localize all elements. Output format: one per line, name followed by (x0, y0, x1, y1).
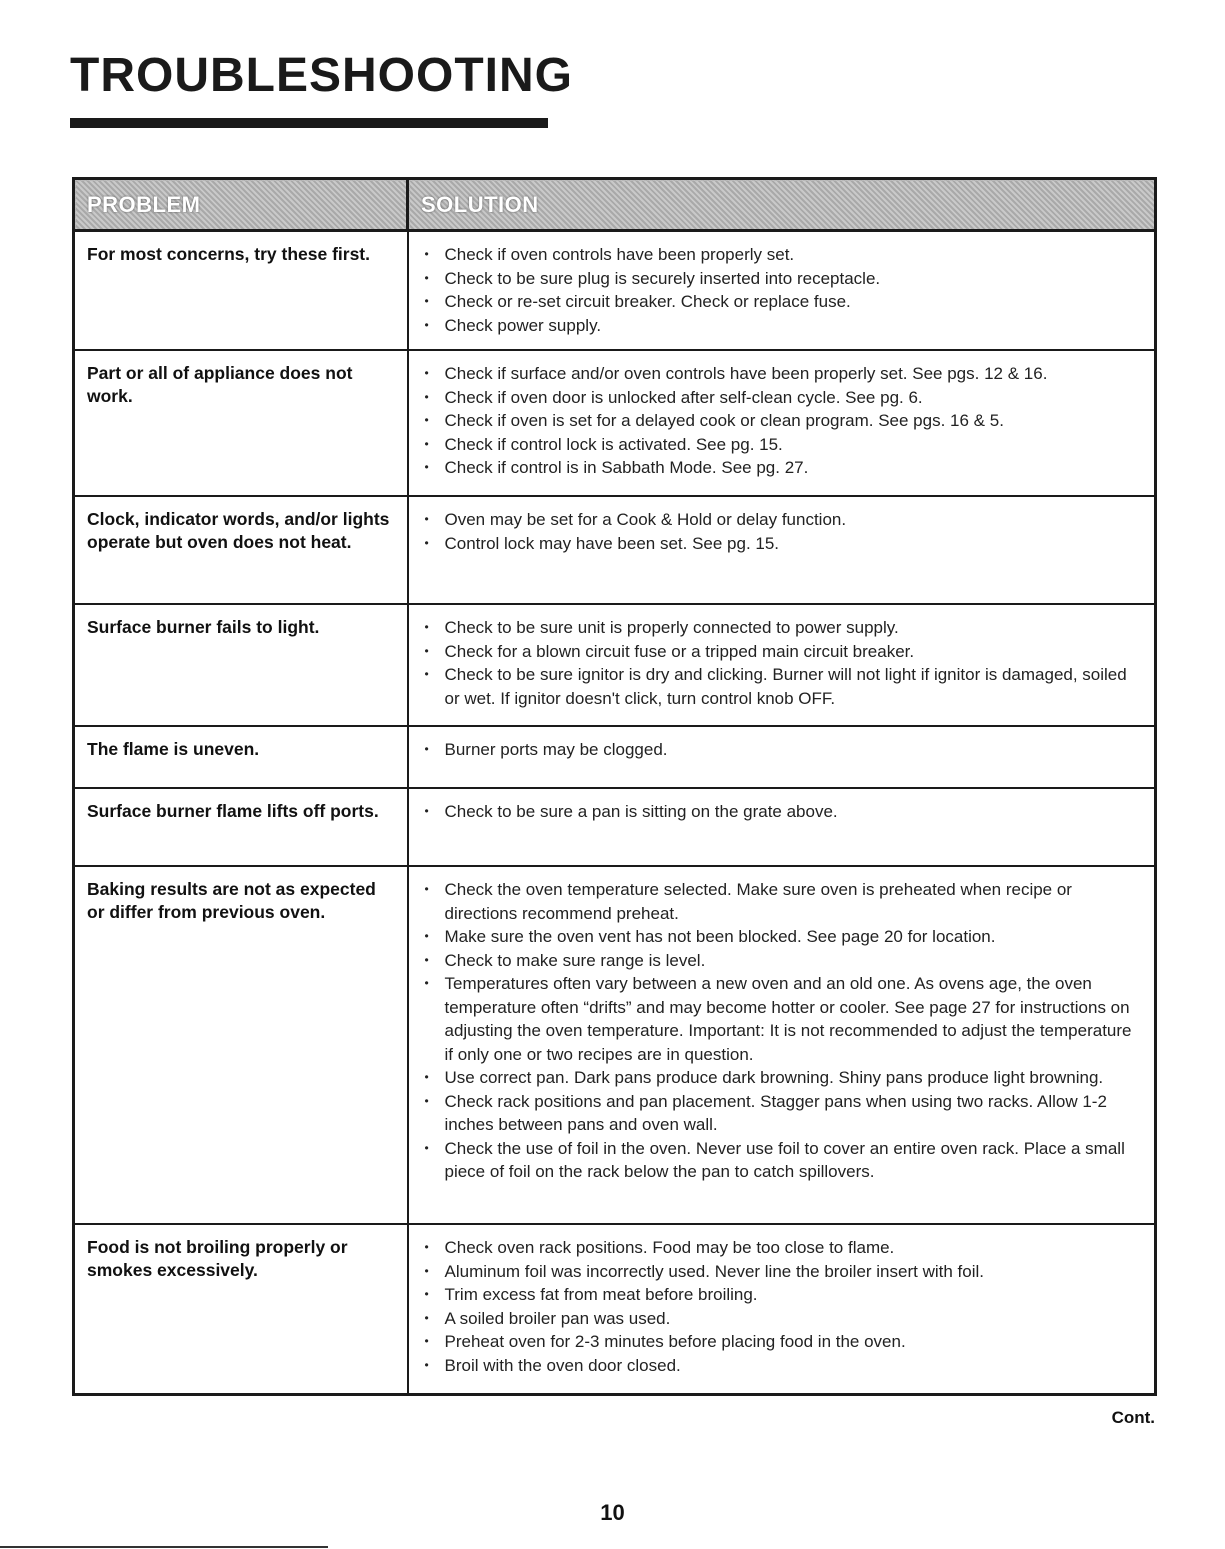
solution-item: • Check for a blown circuit fuse or a tripped main circuit breaker. (423, 640, 1143, 664)
problem-cell: Clock, indicator words, and/or lights operate but oven does not heat. (74, 496, 408, 604)
solution-column-header: SOLUTION (408, 179, 1156, 231)
solution-item: • Check or re-set circuit breaker. Check or replace fuse. (423, 290, 1143, 314)
troubleshooting-table (72, 177, 1157, 1396)
solution-item: • Use correct pan. Dark pans produce dark browning. Shiny pans produce light browning. (423, 1066, 1143, 1090)
solution-item: • Check to make sure range is level. (423, 949, 1143, 973)
solution-list (423, 362, 1143, 480)
solution-item: • Temperatures often vary between a new oven and an old one. As ovens age, the oven temperature often “drifts” and may become hotter or cooler. See page 27 for instructions on adjusting the oven temperature. Important: It is not recommended to adjust the temperature if only one or two recipes are in question. (423, 972, 1143, 1066)
table-row (74, 496, 1156, 604)
problem-cell: Surface burner flame lifts off ports. (74, 788, 408, 866)
solution-item: • Check if control lock is activated. See pg. 15. (423, 433, 1143, 457)
solution-list (423, 508, 1143, 555)
problem-cell: Baking results are not as expected or differ from previous oven. (74, 866, 408, 1224)
problem-cell: For most concerns, try these first. (74, 231, 408, 351)
solution-item: • Aluminum foil was incorrectly used. Never line the broiler insert with foil. (423, 1260, 1143, 1284)
solution-cell (408, 231, 1156, 351)
troubleshooting-rows (74, 231, 1156, 1395)
solution-cell (408, 1224, 1156, 1394)
table-row (74, 866, 1156, 1224)
table-row (74, 604, 1156, 726)
solution-item: • Check to be sure plug is securely inserted into receptacle. (423, 267, 1143, 291)
solution-cell (408, 604, 1156, 726)
solution-cell (408, 726, 1156, 788)
solution-list (423, 1236, 1143, 1377)
solution-list (423, 616, 1143, 710)
table-header-row (74, 179, 1156, 231)
solution-cell (408, 496, 1156, 604)
solution-item: • Check power supply. (423, 314, 1143, 338)
solution-item: • Check to be sure unit is properly connected to power supply. (423, 616, 1143, 640)
solution-item: • Check the oven temperature selected. Make sure oven is preheated when recipe or directions recommend preheat. (423, 878, 1143, 925)
problem-column-header: PROBLEM (74, 179, 408, 231)
problem-cell: Food is not broiling properly or smokes excessively. (74, 1224, 408, 1394)
solution-item: • Check if surface and/or oven controls have been properly set. See pgs. 12 & 16. (423, 362, 1143, 386)
solution-item: • Trim excess fat from meat before broiling. (423, 1283, 1143, 1307)
solution-item: • Check if oven controls have been properly set. (423, 243, 1143, 267)
solution-list (423, 738, 1143, 762)
solution-item: • Check to be sure ignitor is dry and clicking. Burner will not light if ignitor is damaged, soiled or wet. If ignitor doesn't click, turn control knob OFF. (423, 663, 1143, 710)
solution-list (423, 878, 1143, 1184)
solution-list (423, 800, 1143, 824)
page-number: 10 (600, 1500, 625, 1525)
table-row (74, 350, 1156, 496)
solution-item: • Control lock may have been set. See pg. 15. (423, 532, 1143, 556)
solution-cell (408, 350, 1156, 496)
solution-item: • Burner ports may be clogged. (423, 738, 1143, 762)
solution-item: • Preheat oven for 2-3 minutes before placing food in the oven. (423, 1330, 1143, 1354)
problem-cell: Part or all of appliance does not work. (74, 350, 408, 496)
solution-item: • Check if oven is set for a delayed cook or clean program. See pgs. 16 & 5. (423, 409, 1143, 433)
table-row (74, 788, 1156, 866)
solution-cell (408, 866, 1156, 1224)
title-underline (70, 118, 548, 128)
problem-cell: Surface burner fails to light. (74, 604, 408, 726)
solution-item: • Check if oven door is unlocked after self-clean cycle. See pg. 6. (423, 386, 1143, 410)
solution-list (423, 243, 1143, 337)
solution-item: • Check the use of foil in the oven. Never use foil to cover an entire oven rack. Place a small piece of foil on the rack below the pan to catch spillovers. (423, 1137, 1143, 1184)
solution-cell (408, 788, 1156, 866)
footer-rule (0, 1546, 328, 1548)
solution-item: • Broil with the oven door closed. (423, 1354, 1143, 1378)
solution-item: • A soiled broiler pan was used. (423, 1307, 1143, 1331)
solution-item: • Check if control is in Sabbath Mode. See pg. 27. (423, 456, 1143, 480)
problem-cell: The flame is uneven. (74, 726, 408, 788)
solution-item: • Check rack positions and pan placement. Stagger pans when using two racks. Allow 1-2 inches between pans and oven wall. (423, 1090, 1143, 1137)
solution-item: • Check to be sure a pan is sitting on the grate above. (423, 800, 1143, 824)
table-row (74, 231, 1156, 351)
page-title: TROUBLESHOOTING (70, 49, 573, 102)
solution-item: • Oven may be set for a Cook & Hold or delay function. (423, 508, 1143, 532)
table-row (74, 1224, 1156, 1394)
solution-item: • Make sure the oven vent has not been blocked. See page 20 for location. (423, 925, 1143, 949)
continued-label: Cont. (1111, 1408, 1155, 1427)
solution-item: • Check oven rack positions. Food may be too close to flame. (423, 1236, 1143, 1260)
table-row (74, 726, 1156, 788)
